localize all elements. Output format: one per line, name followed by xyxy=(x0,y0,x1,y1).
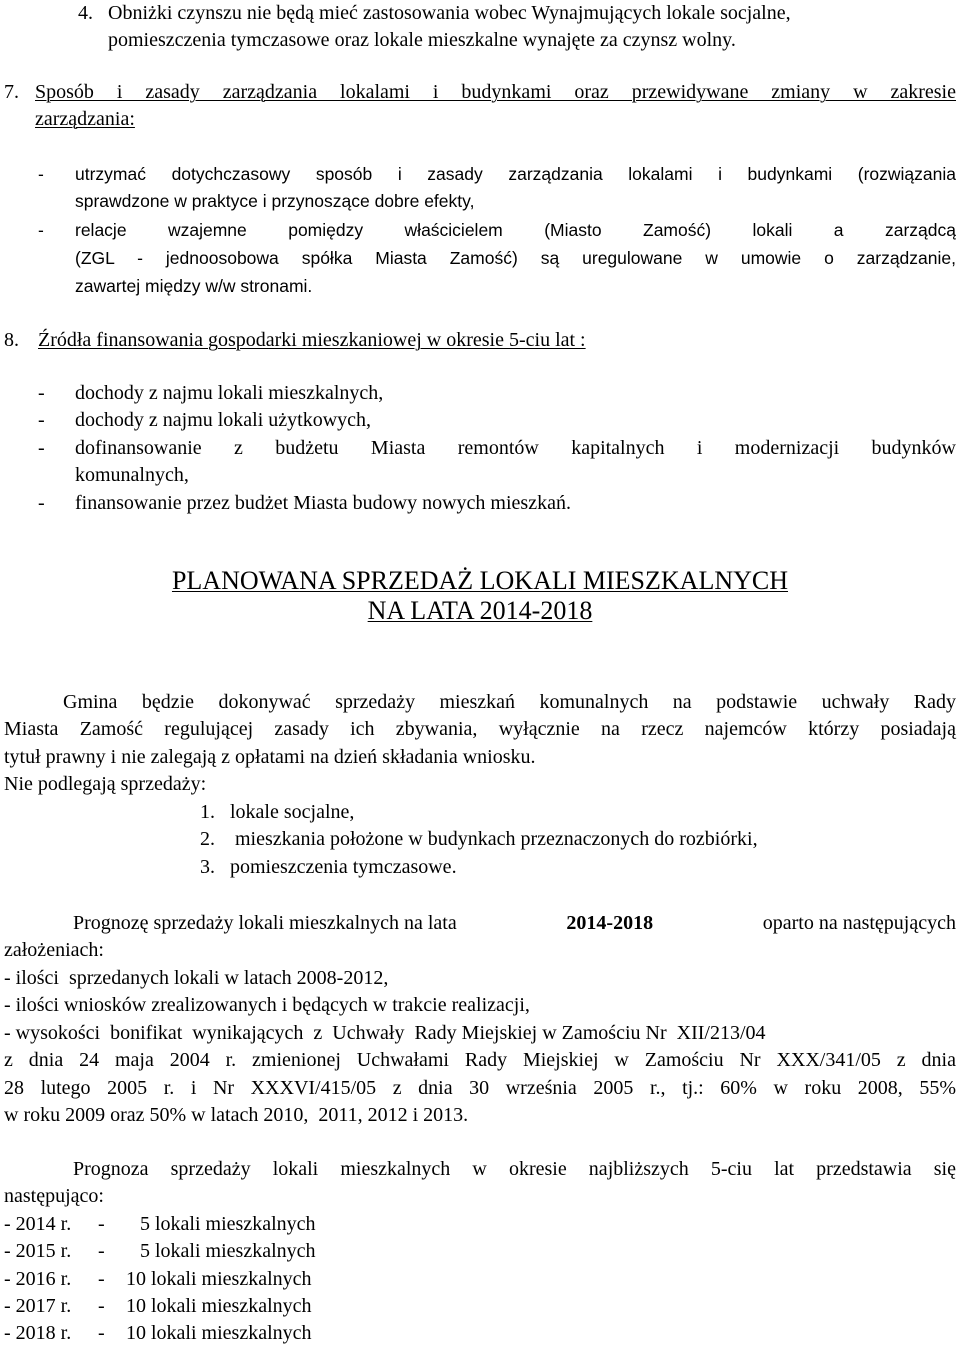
title-line-1: PLANOWANA SPRZEDAŻ LOKALI MIESZKALNYCH xyxy=(171,566,789,595)
para-2-line-2: założeniach: xyxy=(4,939,104,961)
forecast-value: 5 lokali mieszkalnych xyxy=(140,1240,316,1262)
forecast-dash: - xyxy=(98,1268,105,1290)
para-2-line-5: - wysokości bonifikat wynikających z Uchwały Rady Miejskiej w Zamościu Nr XII/213/04 xyxy=(4,1022,766,1044)
exclusion-3-text: pomieszczenia tymczasowe. xyxy=(230,856,457,878)
forecast-dash: - xyxy=(98,1322,105,1344)
para-2-line-4: - ilości wniosków zrealizowanych i będących w trakcie realizacji, xyxy=(4,994,530,1016)
section-8-bullet-3-dash: - xyxy=(38,437,45,459)
para-3-line-1: Prognoza sprzedaży lokali mieszkalnych w okresie najbliższych 5-ciu lat przedstawia się xyxy=(73,1158,956,1180)
forecast-year: - 2014 r. xyxy=(4,1213,72,1235)
section-7-heading-line-2: zarządzania: xyxy=(35,108,135,130)
para-3-line-2: następująco: xyxy=(4,1185,104,1207)
para-2-line-8: w roku 2009 oraz 50% w latach 2010, 2011, 2012 i 2013. xyxy=(4,1104,469,1126)
para-2-line-1-part-c: oparto na następujących xyxy=(762,912,956,934)
forecast-dash: - xyxy=(98,1240,105,1262)
section-7-bullet-1-line-1: utrzymać dotychczasowy sposób i zasady zarządzania lokalami i budynkami (rozwiązania xyxy=(75,164,956,184)
para-1-line-4: Nie podlegają sprzedaży: xyxy=(4,773,207,795)
section-4-number: 4. xyxy=(78,2,93,24)
para-1-row-2 xyxy=(4,716,956,743)
section-7-bullet-1-dash: - xyxy=(38,164,44,184)
para-3-row-1 xyxy=(73,1156,956,1183)
section-8-bullet-3-line-2: komunalnych, xyxy=(75,464,189,486)
section-4-line-1: Obniżki czynszu nie będą mieć zastosowania wobec Wynajmujących lokale socjalne, xyxy=(108,2,791,24)
section-7-bullet-2-line-2: (ZGL - jednoosobowa spółka Miasta Zamość) są uregulowane w umowie o zarządzanie, xyxy=(75,248,956,268)
forecast-year: - 2018 r. xyxy=(4,1322,72,1344)
forecast-dash: - xyxy=(98,1213,105,1235)
exclusion-1-number: 1. xyxy=(200,801,215,823)
para-2-line-3: - ilości sprzedanych lokali w latach 2008-2012, xyxy=(4,967,389,989)
section-7-bullet-2-line-3: zawartej między w/w stronami. xyxy=(75,276,313,296)
forecast-year: - 2016 r. xyxy=(4,1268,72,1290)
section-8-bullet-2-dash: - xyxy=(38,409,45,431)
para-2-row-7 xyxy=(4,1075,956,1102)
para-2-line-1-part-a: Prognozę sprzedaży lokali mieszkalnych na lata xyxy=(73,912,457,934)
section-7-bullet-1 xyxy=(75,161,956,188)
section-7-number: 7. xyxy=(4,81,19,103)
para-1-row-1 xyxy=(63,689,956,716)
exclusion-1-text: lokale socjalne, xyxy=(230,801,355,823)
forecast-dash: - xyxy=(98,1295,105,1317)
forecast-value: 10 lokali mieszkalnych xyxy=(126,1322,312,1344)
para-2-line-7: 28 lutego 2005 r. i Nr XXXVI/415/05 z dnia 30 września 2005 r., tj.: 60% w roku 2008, 55% xyxy=(4,1077,956,1099)
forecast-value: 5 lokali mieszkalnych xyxy=(140,1213,316,1235)
exclusion-2-number: 2. xyxy=(200,828,215,850)
section-8-bullet-4-dash: - xyxy=(38,492,45,514)
section-8-bullet-3 xyxy=(75,435,956,462)
para-1-line-3: tytuł prawny i nie zalegają z opłatami na dzień składania wniosku. xyxy=(4,746,536,768)
section-7-bullet-2-row-2 xyxy=(75,245,956,272)
section-7-bullet-2-line-1: relacje wzajemne pomiędzy właścicielem (Miasto Zamość) lokali a zarządcą xyxy=(75,220,956,240)
section-7-heading xyxy=(35,79,956,106)
exclusion-2-text: mieszkania położone w budynkach przeznaczonych do rozbiórki, xyxy=(230,828,758,850)
section-4-line-2: pomieszczenia tymczasowe oraz lokale mieszkalne wynajęte za czynsz wolny. xyxy=(108,29,736,51)
section-7-bullet-2 xyxy=(75,217,956,244)
para-2-row-6 xyxy=(4,1047,956,1074)
section-8-number: 8. xyxy=(4,329,19,351)
para-2-line-6: z dnia 24 maja 2004 r. zmienionej Uchwałami Rady Miejskiej w Zamościu Nr XXX/341/05 z dnia xyxy=(4,1049,956,1071)
section-8-bullet-2: dochody z najmu lokali użytkowych, xyxy=(75,409,372,431)
forecast-value: 10 lokali mieszkalnych xyxy=(126,1295,312,1317)
section-8-bullet-1-dash: - xyxy=(38,382,45,404)
para-1-line-2: Miasta Zamość regulującej zasady ich zbywania, wyłącznie na rzecz najemców którzy posiadają xyxy=(4,718,956,740)
forecast-year: - 2015 r. xyxy=(4,1240,72,1262)
para-1-line-1: Gmina będzie dokonywać sprzedaży mieszkań komunalnych na podstawie uchwały Rady xyxy=(63,691,956,713)
forecast-year: - 2017 r. xyxy=(4,1295,72,1317)
section-8-bullet-3-line-1: dofinansowanie z budżetu Miasta remontów kapitalnych i modernizacji budynków xyxy=(75,437,956,459)
section-7-bullet-1-line-2: sprawdzone w praktyce i przynoszące dobre efekty, xyxy=(75,191,475,211)
section-7-bullet-2-dash: - xyxy=(38,220,44,240)
exclusion-3-number: 3. xyxy=(200,856,215,878)
section-8-bullet-4: finansowanie przez budżet Miasta budowy nowych mieszkań. xyxy=(75,492,571,514)
section-8-heading: Źródła finansowania gospodarki mieszkaniowej w okresie 5-ciu lat : xyxy=(38,329,586,351)
para-2-row-1 xyxy=(73,910,956,937)
section-8-bullet-1: dochody z najmu lokali mieszkalnych, xyxy=(75,382,384,404)
para-2-line-1-part-b: 2014-2018 xyxy=(566,912,654,934)
section-7-heading-line-1: Sposób i zasady zarządzania lokalami i budynkami oraz przewidywane zmiany w zakresie xyxy=(35,81,956,103)
forecast-value: 10 lokali mieszkalnych xyxy=(126,1268,312,1290)
title-line-2: NA LATA 2014-2018 xyxy=(367,596,593,625)
